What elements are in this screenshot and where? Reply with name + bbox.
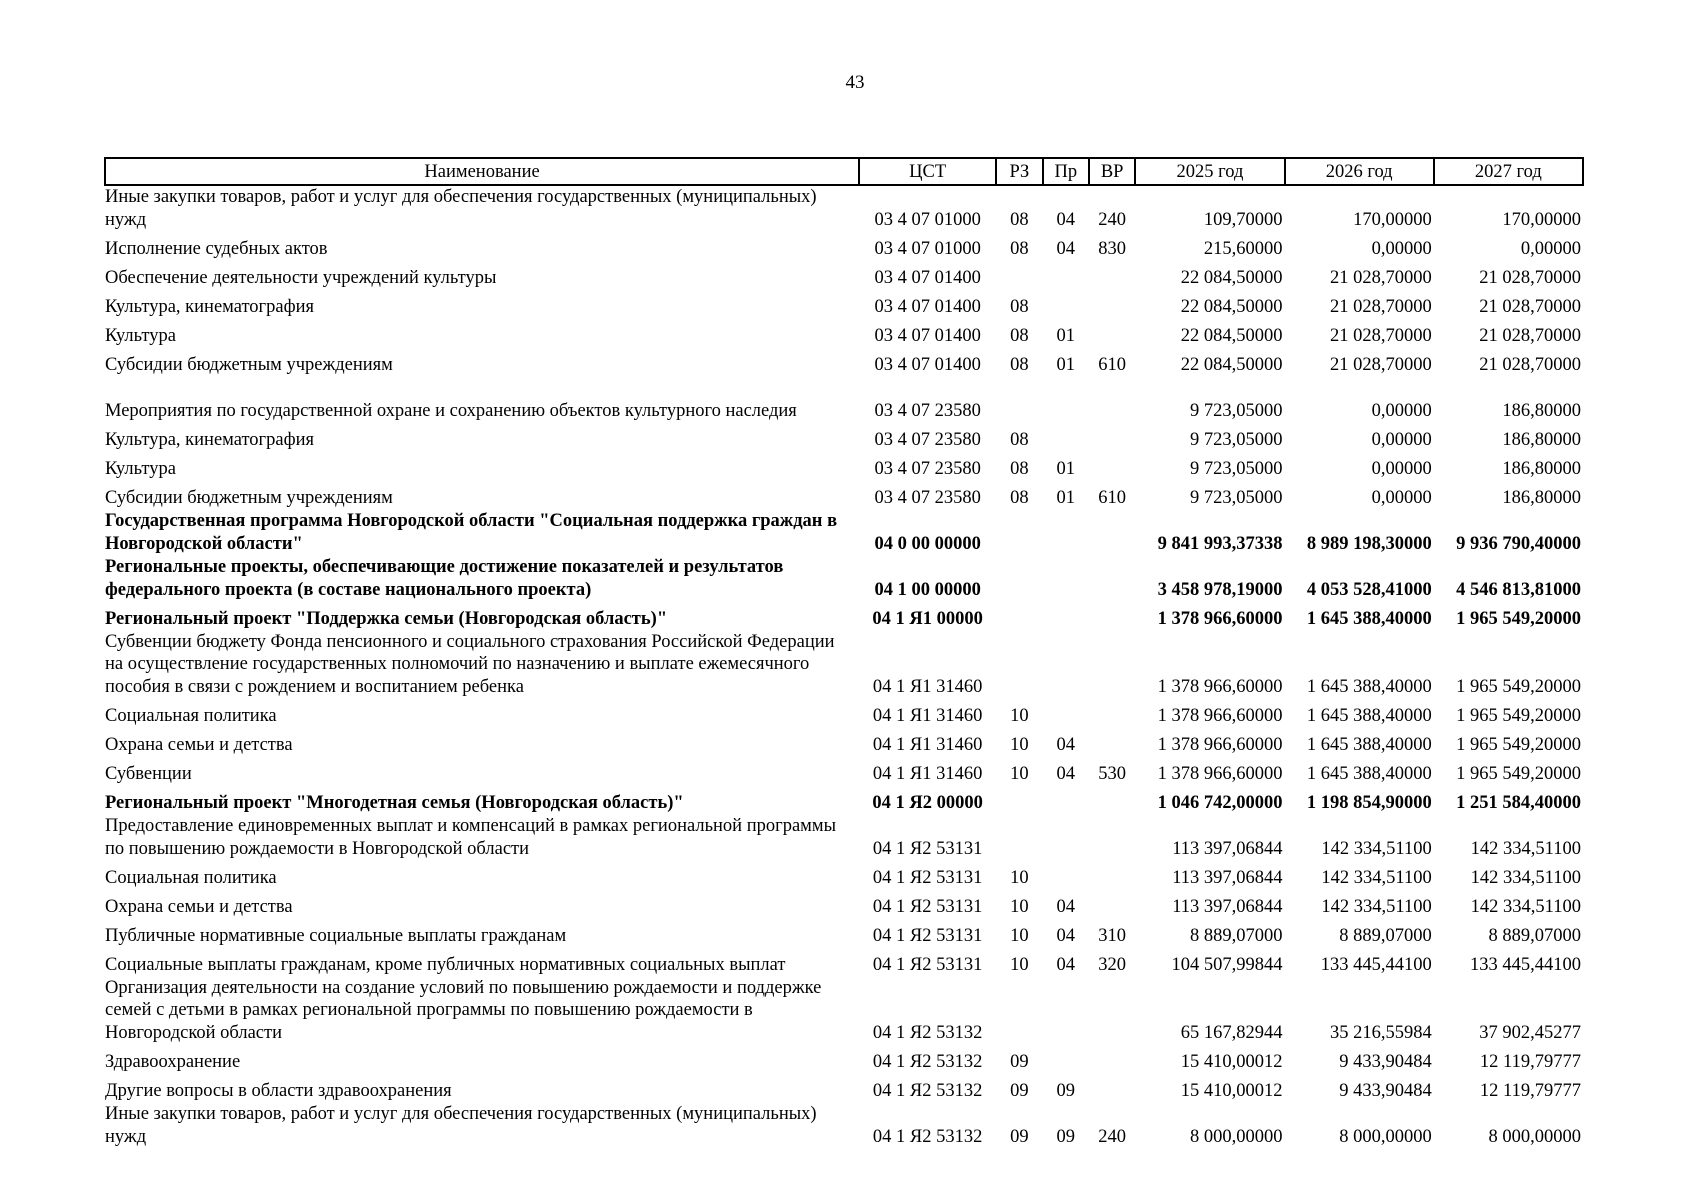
row-vr: 240: [1098, 1126, 1127, 1147]
row-name: Предоставление единовременных выплат и компенсаций в рамках региональной программы по повышению рождаемости в Новгородской области: [105, 816, 836, 859]
row-cst: 03 4 07 23580: [874, 429, 981, 450]
row-value-2026: 142 334,51100: [1321, 838, 1432, 859]
row-name: Субсидии бюджетным учреждениям: [105, 487, 393, 508]
row-rz: 09: [1010, 1080, 1029, 1101]
row-cst: 03 4 07 23580: [874, 458, 981, 479]
row-cst: 04 1 Я1 31460: [872, 763, 983, 784]
row-pr: [1043, 814, 1089, 860]
row-name: Другие вопросы в области здравоохранения: [105, 1080, 452, 1101]
row-value-2026: 142 334,51100: [1321, 896, 1432, 917]
row-value-2025: 9 723,05000: [1190, 429, 1283, 450]
row-name: Субвенции бюджету Фонда пенсионного и социального страхования Российской Федерации на осуществление государственных полномочий по назначению и выплате ежемесячного пособия в связи с рождением и воспитанием ребенка: [105, 631, 835, 697]
header-rz: РЗ: [996, 158, 1042, 185]
row-cst: 03 4 07 23580: [874, 400, 981, 421]
row-pr: 04: [1056, 954, 1076, 975]
row-pr: [1043, 785, 1089, 814]
row-rz: [996, 976, 1042, 1044]
row-cst: 04 1 Я2 53132: [872, 1080, 983, 1101]
table-row: [105, 555, 1583, 601]
row-value-2027: 186,80000: [1502, 429, 1581, 450]
row-name: Культура: [105, 325, 176, 346]
row-pr: [1043, 630, 1089, 698]
row-vr: [1089, 814, 1135, 860]
row-cst: 04 1 Я2 53131: [872, 954, 983, 975]
row-value-2027: 142 334,51100: [1470, 838, 1581, 859]
row-rz: 10: [1010, 896, 1029, 917]
row-vr: [1089, 1044, 1135, 1073]
row-vr: [1089, 376, 1135, 422]
row-value-2027: 1 965 549,20000: [1456, 763, 1581, 784]
row-value-2025: 1 378 966,60000: [1157, 676, 1283, 697]
row-pr: 01: [1056, 458, 1076, 479]
row-cst: 03 4 07 01000: [874, 209, 981, 230]
header-2027: 2027 год: [1434, 158, 1583, 185]
row-vr: [1089, 451, 1135, 480]
table-row: [105, 1102, 1583, 1148]
table-row: [105, 860, 1583, 889]
table-row: [105, 318, 1583, 347]
row-name: Обеспечение деятельности учреждений культуры: [105, 267, 497, 288]
row-value-2027: 1 965 549,20000: [1456, 734, 1581, 755]
table-row: [105, 889, 1583, 918]
table-row: [105, 727, 1583, 756]
row-rz: 08: [1010, 209, 1029, 230]
row-name: Иные закупки товаров, работ и услуг для обеспечения государственных (муниципальных) нужд: [105, 187, 817, 230]
table-row: [105, 601, 1583, 630]
row-vr: [1089, 889, 1135, 918]
row-pr: [1043, 509, 1089, 555]
row-rz: 09: [1010, 1126, 1029, 1147]
row-cst: 04 1 Я1 31460: [872, 734, 983, 755]
row-vr: [1089, 555, 1135, 601]
row-pr: 09: [1056, 1080, 1076, 1101]
row-value-2025: 1 378 966,60000: [1157, 763, 1283, 784]
row-rz: [996, 376, 1042, 422]
row-rz: 08: [1010, 296, 1029, 317]
table-row: [105, 422, 1583, 451]
row-vr: 310: [1098, 925, 1127, 946]
row-cst: 04 1 Я2 53131: [872, 896, 983, 917]
row-rz: [996, 260, 1042, 289]
table-row: [105, 814, 1583, 860]
row-value-2026: 21 028,70000: [1330, 325, 1432, 346]
row-value-2027: 1 965 549,20000: [1456, 676, 1581, 697]
row-pr: [1043, 555, 1089, 601]
row-value-2025: 9 723,05000: [1190, 458, 1283, 479]
row-name: Публичные нормативные социальные выплаты гражданам: [105, 925, 567, 946]
row-cst: 04 1 Я2 53131: [872, 925, 983, 946]
row-value-2027: 12 119,79777: [1479, 1051, 1581, 1072]
row-rz: 08: [1010, 238, 1029, 259]
row-rz: [996, 814, 1042, 860]
row-pr: [1043, 422, 1089, 451]
row-pr: [1043, 376, 1089, 422]
row-value-2025: 113 397,06844: [1172, 838, 1283, 859]
table-row: [105, 509, 1583, 555]
row-name: Социальные выплаты гражданам, кроме публичных нормативных социальных выплат: [105, 954, 786, 975]
row-vr: [1089, 698, 1135, 727]
row-cst: 04 1 Я2 00000: [872, 792, 983, 813]
row-rz: 09: [1010, 1051, 1029, 1072]
row-value-2025: 104 507,99844: [1171, 954, 1283, 975]
table-row: [105, 260, 1583, 289]
row-vr: [1089, 860, 1135, 889]
table-row: [105, 976, 1583, 1044]
row-value-2027: 8 889,07000: [1488, 925, 1581, 946]
row-value-2025: 22 084,50000: [1180, 354, 1283, 375]
row-pr: [1043, 601, 1089, 630]
row-value-2026: 170,00000: [1353, 209, 1432, 230]
row-value-2025: 9 841 993,37338: [1157, 533, 1283, 554]
row-value-2026: 9 433,90484: [1339, 1051, 1432, 1072]
row-cst: 03 4 07 01000: [874, 238, 981, 259]
row-rz: [996, 601, 1042, 630]
row-cst: 04 1 Я1 31460: [872, 705, 983, 726]
row-cst: 04 1 00 00000: [874, 579, 981, 600]
row-value-2026: 21 028,70000: [1330, 354, 1432, 375]
row-value-2025: 1 378 966,60000: [1157, 734, 1283, 755]
row-rz: 10: [1010, 954, 1029, 975]
header-pr: Пр: [1043, 158, 1089, 185]
row-vr: [1089, 601, 1135, 630]
row-name: Региональный проект "Поддержка семьи (Новгородская область)": [105, 608, 668, 629]
row-value-2027: 0,00000: [1520, 238, 1581, 259]
row-value-2026: 21 028,70000: [1330, 267, 1432, 288]
row-vr: [1089, 727, 1135, 756]
table-header: [105, 158, 1583, 185]
row-value-2025: 1 378 966,60000: [1157, 608, 1283, 629]
header-vr: ВР: [1089, 158, 1135, 185]
row-name: Социальная политика: [105, 705, 277, 726]
row-value-2026: 0,00000: [1371, 487, 1432, 508]
table-row: [105, 1073, 1583, 1102]
row-name: Культура, кинематография: [105, 296, 315, 317]
row-name: Государственная программа Новгородской области "Социальная поддержка граждан в Новгородской области": [105, 511, 838, 554]
row-rz: 08: [1010, 354, 1029, 375]
row-value-2027: 142 334,51100: [1470, 867, 1581, 888]
row-value-2026: 1 645 388,40000: [1306, 608, 1432, 629]
row-name: Иные закупки товаров, работ и услуг для обеспечения государственных (муниципальных) нужд: [105, 1104, 817, 1147]
row-pr: [1043, 976, 1089, 1044]
row-cst: 03 4 07 01400: [874, 296, 981, 317]
row-vr: [1089, 976, 1135, 1044]
row-vr: [1089, 509, 1135, 555]
row-value-2027: 8 000,00000: [1488, 1126, 1581, 1147]
row-pr: 04: [1056, 209, 1076, 230]
row-value-2027: 186,80000: [1502, 458, 1581, 479]
row-name: Региональный проект "Многодетная семья (Новгородская область)": [105, 792, 684, 813]
row-name: Субсидии бюджетным учреждениям: [105, 354, 393, 375]
row-cst: 04 1 Я1 00000: [872, 608, 983, 629]
row-cst: 04 1 Я2 53132: [872, 1022, 983, 1043]
row-vr: 610: [1098, 487, 1127, 508]
row-rz: 10: [1010, 763, 1029, 784]
row-value-2025: 9 723,05000: [1190, 400, 1283, 421]
row-value-2027: 12 119,79777: [1479, 1080, 1581, 1101]
row-value-2026: 21 028,70000: [1330, 296, 1432, 317]
row-rz: [996, 555, 1042, 601]
row-value-2026: 4 053 528,41000: [1306, 579, 1432, 600]
row-pr: 04: [1056, 238, 1076, 259]
row-name: Мероприятия по государственной охране и сохранению объектов культурного наследия: [105, 400, 797, 421]
row-rz: 08: [1010, 429, 1029, 450]
row-value-2025: 109,70000: [1203, 209, 1283, 230]
row-value-2026: 1 645 388,40000: [1306, 763, 1432, 784]
row-vr: [1089, 289, 1135, 318]
row-pr: [1043, 289, 1089, 318]
row-pr: 01: [1056, 325, 1076, 346]
row-value-2027: 1 251 584,40000: [1456, 792, 1581, 813]
row-value-2027: 9 936 790,40000: [1456, 533, 1581, 554]
row-value-2027: 21 028,70000: [1479, 354, 1581, 375]
row-rz: 10: [1010, 734, 1029, 755]
row-value-2026: 8 000,00000: [1339, 1126, 1432, 1147]
row-value-2027: 142 334,51100: [1470, 896, 1581, 917]
row-value-2027: 4 546 813,81000: [1456, 579, 1581, 600]
row-pr: 01: [1056, 354, 1076, 375]
row-name: Региональные проекты, обеспечивающие достижение показателей и результатов федерального проекта (в составе национального проекта): [105, 557, 784, 600]
row-cst: 03 4 07 01400: [874, 267, 981, 288]
row-value-2027: 186,80000: [1502, 487, 1581, 508]
row-vr: 610: [1098, 354, 1127, 375]
table-row: [105, 185, 1583, 231]
row-rz: 08: [1010, 325, 1029, 346]
row-cst: 04 1 Я1 31460: [872, 676, 983, 697]
table-row: [105, 630, 1583, 698]
row-value-2026: 35 216,55984: [1330, 1022, 1432, 1043]
table-row: [105, 698, 1583, 727]
header-2025: 2025 год: [1135, 158, 1284, 185]
row-value-2027: 37 902,45277: [1479, 1022, 1581, 1043]
row-name: Социальная политика: [105, 867, 277, 888]
table-row: [105, 918, 1583, 947]
row-value-2025: 65 167,82944: [1180, 1022, 1283, 1043]
row-vr: 320: [1098, 954, 1127, 975]
row-name: Здравоохранение: [105, 1051, 241, 1072]
row-value-2026: 142 334,51100: [1321, 867, 1432, 888]
row-value-2025: 15 410,00012: [1180, 1051, 1283, 1072]
row-rz: 10: [1010, 705, 1029, 726]
row-value-2027: 186,80000: [1502, 400, 1581, 421]
row-value-2025: 215,60000: [1203, 238, 1283, 259]
row-value-2026: 0,00000: [1371, 429, 1432, 450]
row-rz: 10: [1010, 867, 1029, 888]
row-value-2026: 8 889,07000: [1339, 925, 1432, 946]
row-vr: 240: [1098, 209, 1127, 230]
row-cst: 03 4 07 01400: [874, 325, 981, 346]
row-name: Культура, кинематография: [105, 429, 315, 450]
row-cst: 04 0 00 00000: [874, 533, 981, 554]
header-2026: 2026 год: [1285, 158, 1434, 185]
row-name: Исполнение судебных актов: [105, 238, 328, 259]
row-cst: 04 1 Я2 53132: [872, 1051, 983, 1072]
row-value-2027: 21 028,70000: [1479, 296, 1581, 317]
row-value-2027: 170,00000: [1502, 209, 1581, 230]
row-pr: 04: [1056, 734, 1076, 755]
row-cst: 03 4 07 23580: [874, 487, 981, 508]
row-cst: 03 4 07 01400: [874, 354, 981, 375]
row-cst: 04 1 Я2 53131: [872, 867, 983, 888]
row-pr: [1043, 1044, 1089, 1073]
row-value-2026: 133 445,44100: [1320, 954, 1432, 975]
row-pr: [1043, 860, 1089, 889]
row-name: Охрана семьи и детства: [105, 896, 293, 917]
row-pr: 04: [1056, 763, 1076, 784]
row-value-2025: 1 378 966,60000: [1157, 705, 1283, 726]
row-vr: 530: [1098, 763, 1127, 784]
row-value-2025: 8 000,00000: [1190, 1126, 1283, 1147]
row-value-2026: 1 645 388,40000: [1306, 734, 1432, 755]
row-value-2025: 113 397,06844: [1172, 896, 1283, 917]
table-row: [105, 1044, 1583, 1073]
row-rz: [996, 630, 1042, 698]
row-pr: 04: [1056, 896, 1076, 917]
row-value-2027: 21 028,70000: [1479, 325, 1581, 346]
row-value-2025: 1 046 742,00000: [1157, 792, 1283, 813]
row-vr: 830: [1098, 238, 1127, 259]
row-value-2026: 9 433,90484: [1339, 1080, 1432, 1101]
row-value-2027: 1 965 549,20000: [1456, 705, 1581, 726]
row-value-2026: 1 645 388,40000: [1306, 705, 1432, 726]
row-value-2025: 22 084,50000: [1180, 325, 1283, 346]
row-vr: [1089, 785, 1135, 814]
row-rz: 10: [1010, 925, 1029, 946]
row-name: Организация деятельности на создание условий по повышению рождаемости и поддержке семей с детьми в рамках региональной программы по повышению рождаемости в Новгородской области: [105, 977, 822, 1043]
row-name: Культура: [105, 458, 176, 479]
table-row: [105, 756, 1583, 785]
row-rz: [996, 509, 1042, 555]
table-row: [105, 289, 1583, 318]
row-name: Субвенции: [105, 763, 192, 784]
row-value-2025: 3 458 978,19000: [1157, 579, 1283, 600]
row-name: Охрана семьи и детства: [105, 734, 293, 755]
row-value-2026: 8 989 198,30000: [1306, 533, 1432, 554]
table-row: [105, 347, 1583, 376]
table-row: [105, 785, 1583, 814]
row-vr: [1089, 422, 1135, 451]
row-cst: 04 1 Я2 53132: [872, 1126, 983, 1147]
row-value-2026: 1 198 854,90000: [1306, 792, 1432, 813]
row-value-2027: 1 965 549,20000: [1456, 608, 1581, 629]
row-pr: [1043, 260, 1089, 289]
table-row: [105, 480, 1583, 509]
row-pr: 01: [1056, 487, 1076, 508]
page-number: 43: [845, 72, 865, 93]
header-cst: ЦСТ: [859, 158, 996, 185]
table-row: [105, 376, 1583, 422]
row-value-2026: 1 645 388,40000: [1306, 676, 1432, 697]
row-value-2025: 22 084,50000: [1180, 267, 1283, 288]
row-vr: [1089, 630, 1135, 698]
row-value-2025: 15 410,00012: [1180, 1080, 1283, 1101]
table-row: [105, 947, 1583, 976]
table-row: [105, 231, 1583, 260]
row-value-2025: 8 889,07000: [1190, 925, 1283, 946]
row-value-2025: 113 397,06844: [1172, 867, 1283, 888]
row-rz: [996, 785, 1042, 814]
row-value-2025: 9 723,05000: [1190, 487, 1283, 508]
row-value-2026: 0,00000: [1371, 458, 1432, 479]
row-cst: 04 1 Я2 53131: [872, 838, 983, 859]
row-value-2027: 133 445,44100: [1470, 954, 1581, 975]
row-rz: 08: [1010, 487, 1029, 508]
row-vr: [1089, 260, 1135, 289]
row-value-2027: 21 028,70000: [1479, 267, 1581, 288]
budget-table: [104, 157, 1584, 1148]
row-value-2026: 0,00000: [1371, 400, 1432, 421]
table-body: [105, 185, 1583, 1148]
table-row: [105, 451, 1583, 480]
row-vr: [1089, 318, 1135, 347]
row-pr: 09: [1056, 1126, 1076, 1147]
row-pr: [1043, 698, 1089, 727]
row-value-2026: 0,00000: [1371, 238, 1432, 259]
row-value-2025: 22 084,50000: [1180, 296, 1283, 317]
row-pr: 04: [1056, 925, 1076, 946]
row-vr: [1089, 1073, 1135, 1102]
row-rz: 08: [1010, 458, 1029, 479]
header-name: Наименование: [105, 158, 859, 185]
